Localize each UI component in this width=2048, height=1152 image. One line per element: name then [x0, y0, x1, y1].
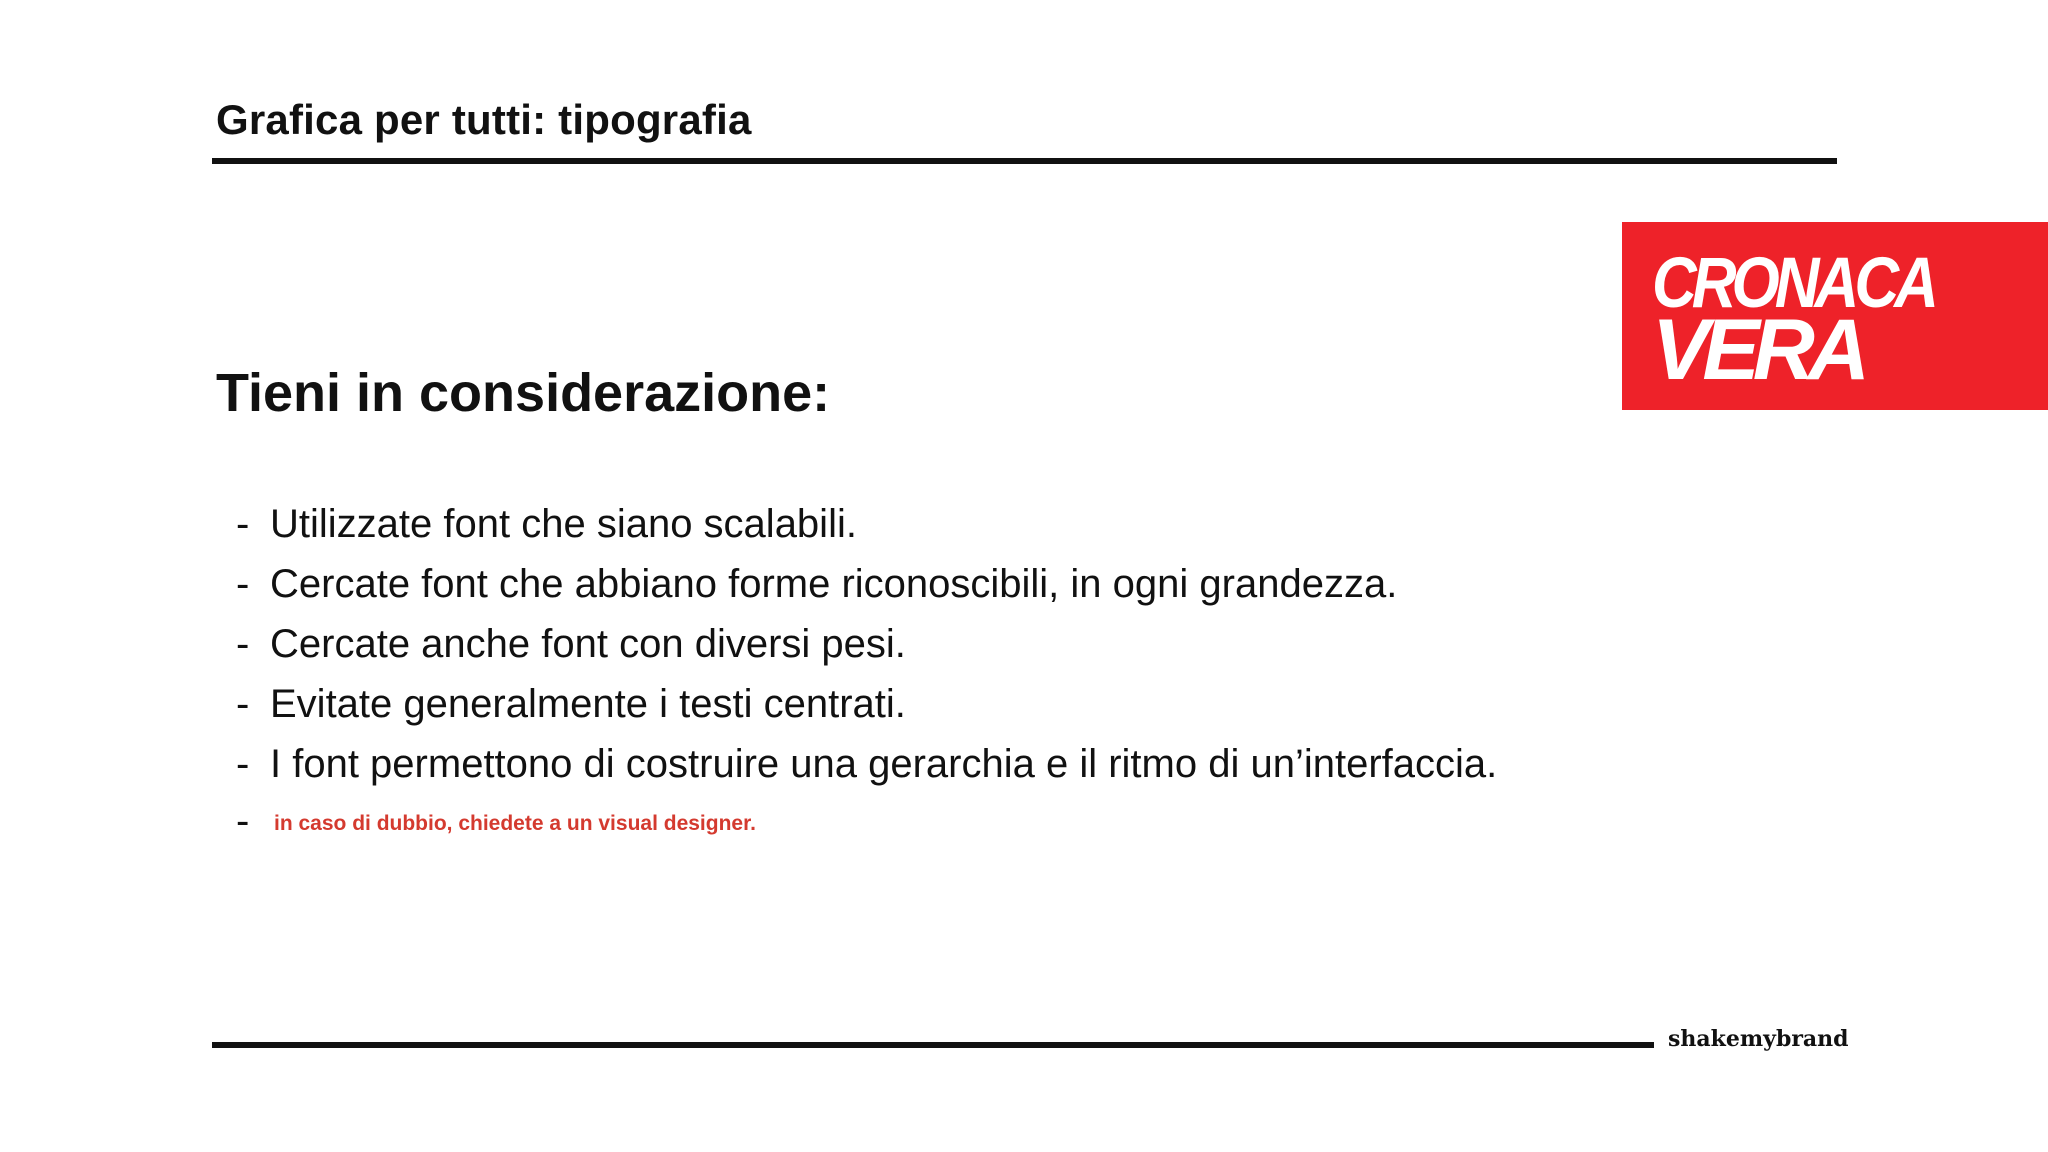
bullet-text: Cercate font che abbiano forme riconoscibili, in ogni grandezza. [270, 562, 1398, 606]
top-divider [212, 158, 1837, 164]
bullet-dash: - [236, 502, 250, 546]
cronaca-vera-logo [1622, 222, 2048, 410]
logo-line-2: VERA [1652, 301, 1863, 398]
note-text: in caso di dubbio, chiedete a un visual designer. [274, 812, 756, 835]
bullet-list [236, 494, 1497, 848]
logo-line-1: CRONACA [1652, 243, 1934, 324]
bullet-dash: - [236, 622, 250, 666]
bullet-item [236, 614, 1497, 674]
bullet-dash: - [236, 562, 250, 606]
brand-name: shakemybrand [1668, 1026, 1849, 1052]
bullet-dash: - [236, 682, 250, 726]
bullet-item [236, 734, 1497, 794]
bullet-item [236, 674, 1497, 734]
bottom-divider [212, 1042, 1654, 1048]
logo-wordmark [1652, 243, 1934, 398]
section-heading: Tieni in considerazione: [216, 363, 831, 423]
bullet-item [236, 554, 1497, 614]
bullet-item [236, 494, 1497, 554]
bullet-text: I font permettono di costruire una gerarchia e il ritmo di un’interfaccia. [270, 742, 1498, 786]
bullet-text: Cercate anche font con diversi pesi. [270, 622, 906, 666]
slide-title: Grafica per tutti: tipografia [216, 96, 752, 143]
bullet-item-note [236, 794, 1497, 848]
bullet-dash: - [236, 742, 250, 786]
bullet-text: Utilizzate font che siano scalabili. [270, 502, 857, 546]
bullet-text: Evitate generalmente i testi centrati. [270, 682, 906, 726]
bullet-dash: - [236, 799, 250, 843]
